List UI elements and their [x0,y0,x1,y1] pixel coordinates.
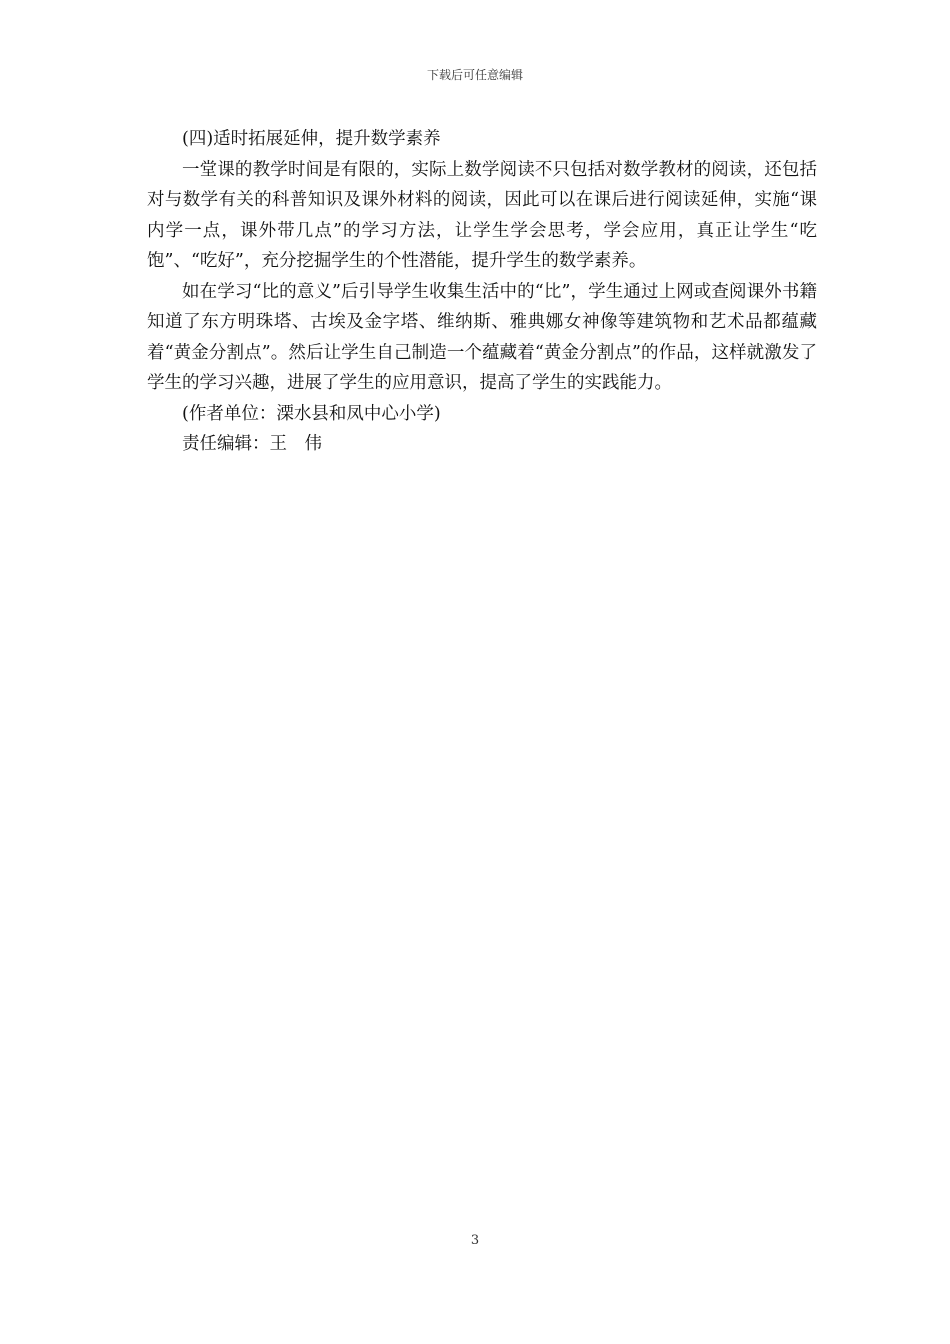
page-header: 下载后可任意编辑 [426,68,523,82]
responsible-editor: 责任编辑：王 伟 [182,434,322,454]
paragraph-1: 一堂课的教学时间是有限的，实际上数学阅读不只包括对数学教材的阅读，还包括对与数学有关的科普知识及课外材料的阅读，因此可以在课后进行阅读延伸，实施“课内学一点，课外带几点”的学习方法，让学生学会思考，学会应用，真正让学生“吃饱”、“吃好”，充分挖掘学生的个性潜能，提升学生的数学素养。 [147,159,817,271]
paragraph-2: 如在学习“比的意义”后引导学生收集生活中的“比”，学生通过上网或查阅课外书籍知道了东方明珠塔、古埃及金字塔、维纳斯、雅典娜女神像等建筑物和艺术品都蕴藏着“黄金分割点”。然后让学生自己制造一个蕴藏着“黄金分割点”的作品，这样就激发了学生的学习兴趣，进展了学生的应用意识，提高了学生的实践能力。 [147,281,817,393]
document-body [147,124,817,460]
author-affiliation: (作者单位：溧水县和凤中心小学) [182,403,441,424]
page-number: 3 [470,1233,480,1248]
section-heading: (四)适时拓展延伸，提升数学素养 [182,129,441,149]
